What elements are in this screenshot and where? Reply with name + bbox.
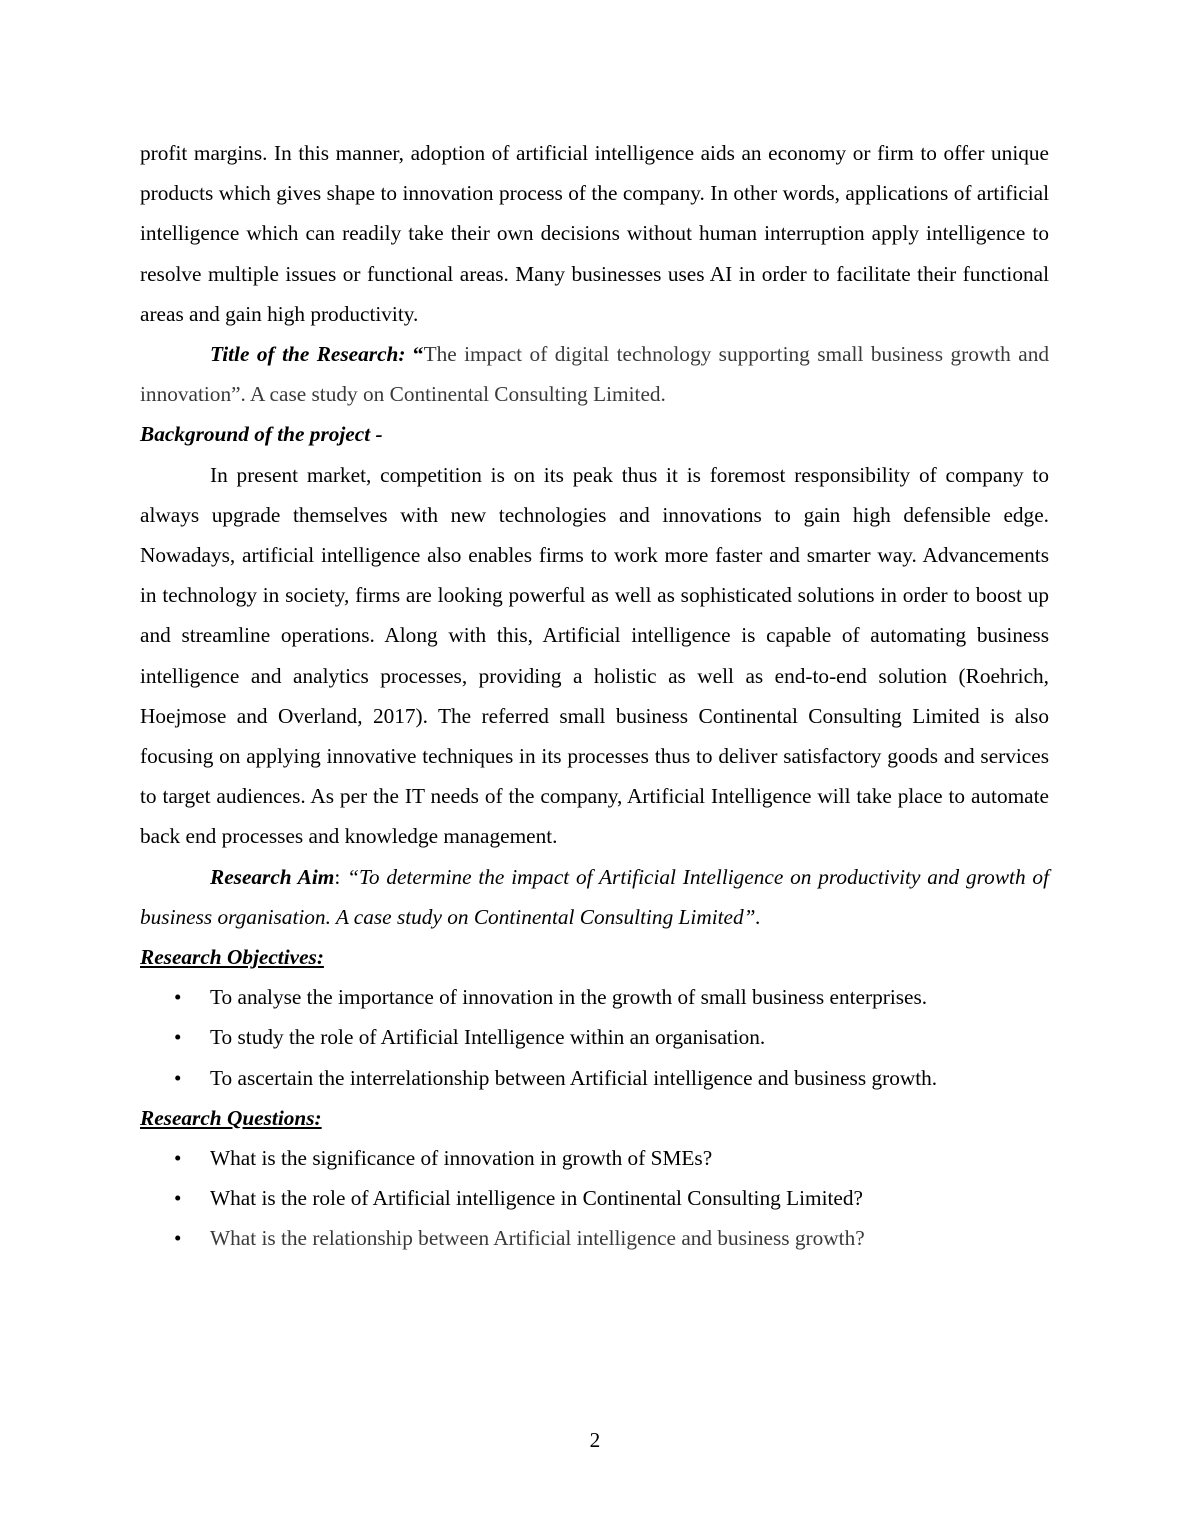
research-title-paragraph xyxy=(140,334,1049,414)
page-number: 2 xyxy=(589,1428,601,1452)
objectives-list xyxy=(140,977,1049,1098)
research-title-label: Title of the Research: xyxy=(210,342,406,367)
bullet-icon: • xyxy=(174,985,182,1010)
objective-text: To analyse the importance of innovation in the growth of small business enterprises. xyxy=(210,985,928,1010)
document-page xyxy=(140,133,1049,1259)
question-text: What is the role of Artificial intelligence in Continental Consulting Limited? xyxy=(210,1186,863,1211)
list-item xyxy=(140,977,1049,1017)
open-quote: “ xyxy=(405,342,424,367)
research-aim-text: “To determine the impact of Artificial Intelligence on productivity and growth of business organisation. A case study on Continental Consulting Limited”. xyxy=(140,864,1049,929)
intro-paragraph: profit margins. In this manner, adoption of artificial intelligence aids an economy or firm to offer unique products which gives shape to innovation process of the company. In other words, applications of artificial intelligence which can readily take their own decisions without human interruption apply intelligence to resolve multiple issues or functional areas. Many businesses uses AI in order to facilitate their functional areas and gain high productivity. xyxy=(140,141,1049,326)
question-text: What is the relationship between Artificial intelligence and business growth? xyxy=(210,1226,865,1251)
background-paragraph: In present market, competition is on its peak thus it is foremost responsibility of company to always upgrade themselves with new technologies and innovations to gain high defensible edge. Nowadays, artificial intelligence also enables firms to work more faster and smarter way. Advancements in technology in society, firms are looking powerful as well as sophisticated solutions in order to boost up and streamline operations. Along with this, Artificial intelligence is capable of automating business intelligence and analytics processes, providing a holistic as well as end-to-end solution (Roehrich, Hoejmose and Overland, 2017). The referred small business Continental Consulting Limited is also focusing on applying innovative techniques in its processes thus to deliver satisfactory goods and services to target audiences. As per the IT needs of the company, Artificial Intelligence will take place to automate back end processes and knowledge management. xyxy=(140,462,1049,849)
research-aim-label: Research Aim xyxy=(210,864,335,889)
research-title-text: The impact of digital technology supporting small business growth and innovation”. A case study on Continental Consulting Limited. xyxy=(140,342,1049,407)
bullet-icon: • xyxy=(174,1146,182,1171)
list-item xyxy=(140,1218,1049,1258)
questions-heading: Research Questions: xyxy=(140,1105,322,1130)
list-item xyxy=(140,1058,1049,1098)
objective-text: To ascertain the interrelationship between Artificial intelligence and business growth. xyxy=(210,1065,938,1090)
bullet-icon: • xyxy=(174,1226,182,1251)
bullet-icon: • xyxy=(174,1025,182,1050)
background-heading: Background of the project - xyxy=(140,422,383,447)
objective-text: To study the role of Artificial Intelligence within an organisation. xyxy=(210,1025,766,1050)
colon: : xyxy=(334,864,348,889)
list-item xyxy=(140,1178,1049,1218)
list-item xyxy=(140,1138,1049,1178)
questions-list xyxy=(140,1138,1049,1259)
bullet-icon: • xyxy=(174,1065,182,1090)
research-aim-paragraph xyxy=(140,857,1049,937)
bullet-icon: • xyxy=(174,1186,182,1211)
list-item xyxy=(140,1017,1049,1057)
objectives-heading: Research Objectives: xyxy=(140,945,324,970)
question-text: What is the significance of innovation in growth of SMEs? xyxy=(210,1146,713,1171)
